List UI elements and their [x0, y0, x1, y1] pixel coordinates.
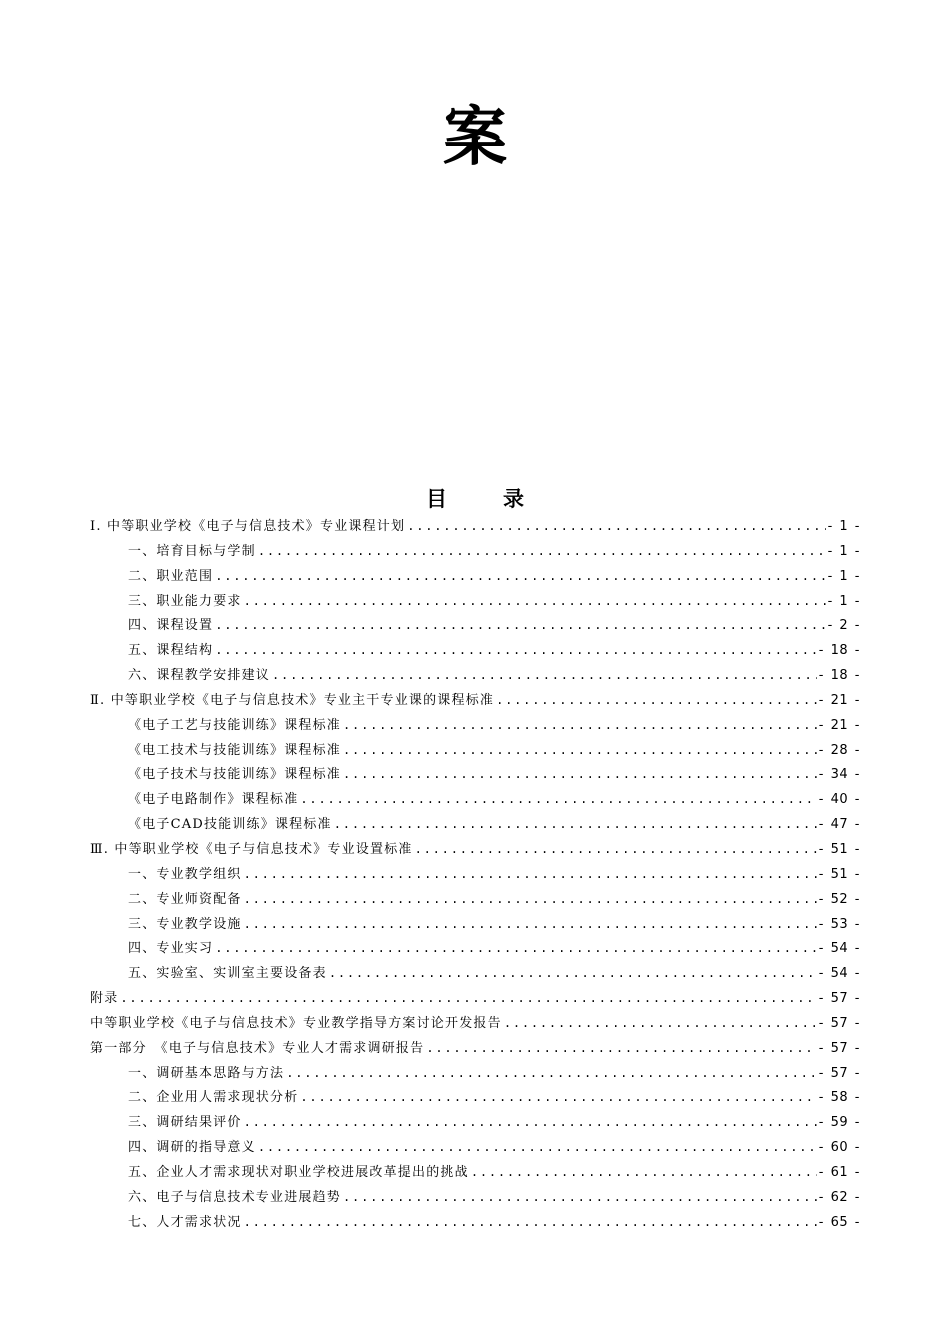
toc-entry[interactable]: [90, 1085, 860, 1110]
toc-page-number: - 1 -: [827, 568, 860, 584]
toc-page-number: - 54 -: [818, 966, 860, 982]
toc-entry[interactable]: [90, 1160, 860, 1185]
toc-page-number: - 57 -: [818, 1040, 860, 1056]
toc-dot-leader: [343, 713, 817, 738]
toc-page-number: - 65 -: [818, 1214, 860, 1230]
toc-page-number: - 61 -: [818, 1164, 860, 1180]
toc-page-number: - 59 -: [818, 1115, 860, 1131]
toc-page-number: - 18 -: [818, 643, 860, 659]
toc-dot-leader: [215, 936, 817, 961]
toc-entry[interactable]: [90, 1011, 860, 1036]
toc-entry-text: 五、企业人才需求现状对职业学校进展改革提出的挑战: [128, 1164, 469, 1180]
toc-page-number: - 57 -: [818, 1065, 860, 1081]
toc-entry-text: Ⅰ. 中等职业学校《电子与信息技术》专业课程计划: [90, 519, 406, 534]
toc-page-number: - 53 -: [818, 916, 860, 932]
toc-entry[interactable]: [90, 1036, 860, 1061]
toc-entry-text: 《电工技术与技能训练》课程标准: [128, 742, 342, 758]
toc-entry-text: 第一部分 《电子与信息技术》专业人才需求调研报告: [90, 1040, 425, 1056]
toc-entry-text: 四、专业实习: [128, 941, 214, 957]
toc-page-number: - 54 -: [818, 941, 860, 957]
toc-entry[interactable]: [90, 787, 860, 812]
toc-page-number: - 47 -: [818, 817, 860, 833]
toc-dot-leader: [272, 663, 817, 688]
toc-entry-text: 五、课程结构: [128, 643, 214, 659]
toc-dot-leader: [244, 1110, 817, 1135]
toc-page-number: - 34 -: [818, 767, 860, 783]
toc-entry-text: 一、培育目标与学制: [128, 543, 256, 559]
toc-entry-text: 三、调研结果评价: [128, 1115, 242, 1131]
toc-dot-leader: [407, 514, 825, 539]
toc-page-number: - 1 -: [827, 543, 860, 559]
toc-dot-leader: [244, 887, 817, 912]
toc-entry[interactable]: [90, 862, 860, 887]
toc-entry[interactable]: [90, 912, 860, 937]
toc-entry[interactable]: [90, 1135, 860, 1160]
toc-entry-text: 二、职业范围: [128, 568, 214, 584]
toc-page-number: - 1 -: [827, 593, 860, 609]
toc-page-number: - 57 -: [818, 1015, 860, 1031]
toc-page-number: - 1 -: [827, 519, 860, 534]
toc-dot-leader: [343, 1185, 817, 1210]
toc-entry[interactable]: [90, 539, 860, 564]
toc-entry-text: 中等职业学校《电子与信息技术》专业教学指导方案讨论开发报告: [90, 1015, 502, 1031]
toc-entry-text: 附录: [90, 991, 119, 1007]
toc-entry-text: Ⅱ. 中等职业学校《电子与信息技术》专业主干专业课的课程标准: [90, 692, 495, 708]
toc-entry[interactable]: [90, 589, 860, 614]
toc-entry[interactable]: [90, 1061, 860, 1086]
toc-entry-text: 《电子技术与技能训练》课程标准: [128, 767, 342, 783]
toc-page-number: - 51 -: [818, 866, 860, 882]
toc-entry[interactable]: [90, 613, 860, 638]
toc-entry-text: 七、人才需求状况: [128, 1214, 242, 1230]
toc-entry[interactable]: [90, 961, 860, 986]
toc-entry-text: 五、实验室、实训室主要设备表: [128, 966, 327, 982]
toc-page-number: - 51 -: [818, 841, 860, 857]
toc-entry-text: 一、专业教学组织: [128, 866, 242, 882]
toc-dot-leader: [215, 564, 825, 589]
toc-page-number: - 21 -: [818, 717, 860, 733]
toc-dot-leader: [215, 613, 825, 638]
toc-dot-leader: [215, 638, 817, 663]
toc-page-number: - 57 -: [818, 991, 860, 1007]
toc-dot-leader: [343, 738, 817, 763]
toc-entry[interactable]: [90, 936, 860, 961]
toc-entry-text: 四、调研的指导意义: [128, 1140, 256, 1156]
toc-dot-leader: [504, 1011, 817, 1036]
toc-entry-text: 六、电子与信息技术专业进展趋势: [128, 1189, 342, 1205]
toc-dot-leader: [329, 961, 817, 986]
toc-page-number: - 60 -: [818, 1140, 860, 1156]
toc-entry-text: 《电子电路制作》课程标准: [128, 792, 299, 808]
toc-entry[interactable]: [90, 514, 860, 539]
toc-entry[interactable]: [90, 1110, 860, 1135]
toc-dot-leader: [286, 1061, 817, 1086]
toc-entry[interactable]: [90, 1185, 860, 1210]
toc-entry[interactable]: [90, 812, 860, 837]
toc-dot-leader: [244, 912, 817, 937]
toc-entry-text: 一、调研基本思路与方法: [128, 1065, 285, 1081]
toc-entry-text: 《电子CAD技能训练》课程标准: [128, 817, 332, 833]
toc-entry[interactable]: [90, 663, 860, 688]
toc-dot-leader: [120, 986, 816, 1011]
toc-dot-leader: [334, 812, 817, 837]
toc-page-number: - 21 -: [818, 692, 860, 708]
toc-page-number: - 2 -: [827, 618, 860, 634]
toc-page-number: - 62 -: [818, 1189, 860, 1205]
toc-dot-leader: [343, 762, 817, 787]
toc-entry[interactable]: [90, 887, 860, 912]
toc-dot-leader: [258, 539, 826, 564]
toc-entry-text: 三、职业能力要求: [128, 593, 242, 609]
toc-entry[interactable]: [90, 1210, 860, 1235]
toc-entry-text: 三、专业教学设施: [128, 916, 242, 932]
toc-dot-leader: [244, 589, 826, 614]
toc-dot-leader: [244, 1210, 817, 1235]
toc-entry[interactable]: [90, 837, 860, 862]
toc-page-number: - 58 -: [818, 1090, 860, 1106]
toc-entry-text: 二、专业师资配备: [128, 891, 242, 907]
toc-entry[interactable]: [90, 638, 860, 663]
table-of-contents: [90, 514, 860, 1234]
heading-character: 案: [443, 100, 507, 175]
toc-entry-text: 《电子工艺与技能训练》课程标准: [128, 717, 342, 733]
toc-entry-text: 四、课程设置: [128, 618, 214, 634]
toc-dot-leader: [426, 1036, 816, 1061]
toc-entry[interactable]: [90, 713, 860, 738]
toc-dot-leader: [300, 1085, 816, 1110]
toc-dot-leader: [258, 1135, 817, 1160]
toc-page-number: - 40 -: [818, 792, 860, 808]
toc-entry-text: 六、课程教学安排建议: [128, 668, 271, 684]
toc-title: 目录: [426, 486, 580, 511]
toc-page-number: - 28 -: [818, 742, 860, 758]
toc-entry-text: 二、企业用人需求现状分析: [128, 1090, 299, 1106]
toc-entry[interactable]: [90, 986, 860, 1011]
toc-dot-leader: [496, 688, 817, 713]
toc-page-number: - 18 -: [818, 668, 860, 684]
toc-entry[interactable]: [90, 564, 860, 589]
toc-dot-leader: [300, 787, 816, 812]
toc-dot-leader: [471, 1160, 817, 1185]
toc-page-number: - 52 -: [818, 891, 860, 907]
toc-dot-leader: [415, 837, 817, 862]
toc-entry[interactable]: [90, 762, 860, 787]
toc-entry[interactable]: [90, 738, 860, 763]
toc-entry-text: Ⅲ. 中等职业学校《电子与信息技术》专业设置标准: [90, 841, 413, 857]
toc-dot-leader: [244, 862, 817, 887]
toc-entry[interactable]: [90, 688, 860, 713]
